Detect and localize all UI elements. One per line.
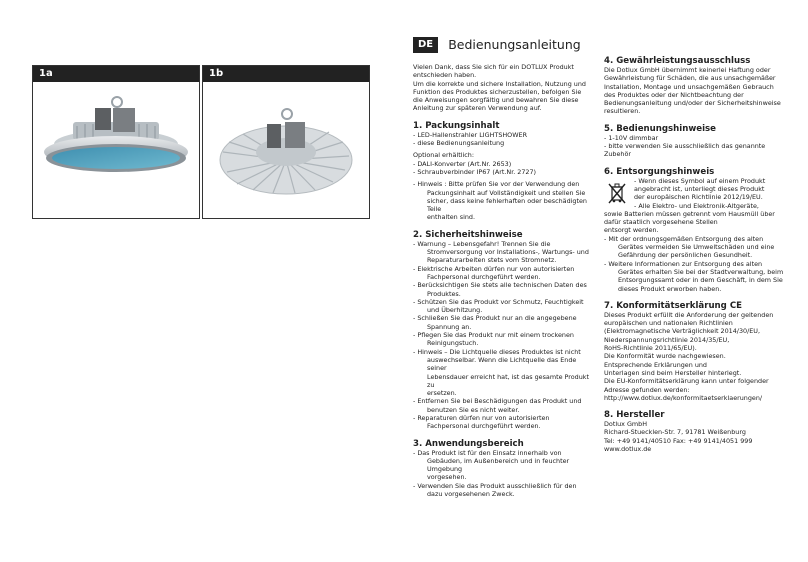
text-line: RoHS-Richtlinie 2011/65/EU). bbox=[604, 344, 697, 353]
manufacturer-website: www.dotlux.de bbox=[604, 444, 652, 453]
lamp-top-view-icon bbox=[203, 82, 369, 218]
list-line: - Schließen Sie das Produkt nur an die angegebene bbox=[413, 314, 577, 323]
list-line: Stromversorgung vor Installations-, Wartungs- und bbox=[427, 248, 589, 257]
conformity-url: http://www.dotlux.de/konformitaetserklaerungen/ bbox=[604, 393, 763, 402]
figure-1a bbox=[32, 65, 200, 219]
intro-line: Vielen Dank, dass Sie sich für ein DOTLUX Produkt bbox=[413, 63, 574, 71]
list-line: Reinigungstuch. bbox=[427, 339, 479, 348]
intro-line: Um die korrekte und sichere Installation, Nutzung und bbox=[413, 79, 586, 88]
list-line: Gerätes erhalten Sie bei der Stadtverwaltung, beim bbox=[618, 267, 784, 276]
text-line: Adresse gefunden werden: bbox=[604, 385, 690, 394]
list-item bbox=[413, 298, 591, 315]
list-item bbox=[413, 314, 591, 331]
list-item bbox=[413, 414, 591, 431]
list-item bbox=[413, 482, 591, 499]
list-line: ersetzen. bbox=[427, 389, 457, 398]
list-line: - Das Produkt ist für den Einsatz innerhalb von bbox=[413, 448, 562, 457]
list-line: Gebäuden, im Außenbereich und in feuchter Umgebung bbox=[427, 456, 570, 474]
note-line: enthalten sind. bbox=[427, 213, 475, 222]
text-line: Installation, Montage und unsachgemäßen Gebrauch bbox=[604, 82, 774, 91]
list-item bbox=[604, 235, 794, 260]
list-line: - Elektrische Arbeiten dürfen nur von autorisierten bbox=[413, 264, 575, 273]
list-line: Reparaturarbeiten stets vom Stromnetz. bbox=[427, 256, 557, 265]
section-heading: 4. Gewährleistungsausschluss bbox=[604, 56, 751, 66]
list-line: - Schützen Sie das Produkt vor Schmutz, Feuchtigkeit bbox=[413, 297, 584, 306]
section-heading: 1. Packungsinhalt bbox=[413, 120, 500, 131]
section-heading: 8. Hersteller bbox=[604, 410, 665, 421]
note-line: Packungsinhalt auf Vollständigkeit und stellen Sie bbox=[427, 188, 586, 197]
text-line: angebracht ist, unterliegt dieses Produkt bbox=[634, 184, 765, 193]
list-item: - LED-Hallenstrahler LIGHTSHOWER bbox=[413, 130, 528, 139]
manufacturer-address: Richard-Stuecklen-Str. 7, 91781 Weißenburg bbox=[604, 428, 746, 437]
text-line: Gewährleistung für Schäden, die aus unsachgemäßer bbox=[604, 74, 776, 83]
list-item bbox=[413, 449, 591, 482]
text-line: Die Dotlux GmbH übernimmt keinerlei Haftung oder bbox=[604, 66, 771, 74]
list-item: - Schraubverbinder IP67 (Art.Nr. 2727) bbox=[413, 167, 537, 176]
list-item: - diese Bedienungsanleitung bbox=[413, 139, 505, 148]
text-line: - Alle Elektro- und Elektronik-Altgeräte, bbox=[634, 201, 759, 210]
list-line: - Weitere Informationen zur Entsorgung des alten bbox=[604, 259, 763, 268]
list-line: Fachpersonal durchgeführt werden. bbox=[427, 422, 541, 431]
list-line: Produktes. bbox=[427, 289, 461, 298]
text-line: entsorgt werden. bbox=[604, 226, 659, 235]
list-line: Entsorgungssamt oder in dem Geschäft, in dem Sie bbox=[618, 276, 783, 285]
list-line: dieses Produkt erworben haben. bbox=[618, 284, 722, 293]
list-item bbox=[413, 281, 591, 298]
language-header bbox=[413, 37, 581, 53]
list-item: - DALI-Konverter (Art.Nr. 2653) bbox=[413, 159, 512, 168]
text-line: Die Konformität wurde nachgewiesen. bbox=[604, 352, 726, 361]
list-line: Lebensdauer erreicht hat, ist das gesamte Produkt zu bbox=[427, 372, 589, 389]
note-line: sicher, dass keine fehlerhaften oder beschädigten Teile bbox=[427, 196, 587, 214]
language-badge: DE bbox=[413, 37, 438, 53]
list-line: - Warnung – Lebensgefahr! Trennen Sie die bbox=[413, 239, 551, 248]
note-line: - Hinweis : Bitte prüfen Sie vor der Verwendung den bbox=[413, 180, 580, 189]
list-line: Gefährdung der persönlichen Gesundheit. bbox=[618, 251, 753, 260]
list-line: benutzen Sie es nicht weiter. bbox=[427, 405, 520, 414]
list-item bbox=[413, 348, 591, 398]
manufacturer-phone: Tel: +49 9141/40510 Fax: +49 9141/4051 999 bbox=[604, 436, 753, 445]
manufacturer-name: Dotlux GmbH bbox=[604, 420, 648, 429]
text-line: europäischen und nationalen Richtlinien bbox=[604, 319, 733, 328]
optional-label: Optional erhältlich: bbox=[413, 151, 475, 160]
list-line: - Hinweis – Die Lichtquelle dieses Produktes ist nicht bbox=[413, 347, 581, 356]
list-item bbox=[604, 260, 794, 293]
intro-line: entschieden haben. bbox=[413, 71, 477, 80]
column-middle bbox=[413, 63, 591, 498]
text-line: (Elektromagnetische Verträglichkeit 2014/30/EU, bbox=[604, 327, 760, 336]
section-heading: 6. Entsorgungshinweis bbox=[604, 166, 715, 177]
list-item bbox=[413, 397, 591, 414]
list-line: auswechselbar. Wenn die Lichtquelle das Ende seiner bbox=[427, 355, 577, 373]
list-line: - Berücksichtigen Sie stets alle technischen Daten des bbox=[413, 281, 587, 290]
list-line: - Pflegen Sie das Produkt nur mit einem trockenen bbox=[413, 331, 574, 340]
text-line: - Wenn dieses Symbol auf einem Produkt bbox=[634, 176, 766, 185]
section-heading: 3. Anwendungsbereich bbox=[413, 438, 524, 449]
text-line: Bedienungsanleitung und/oder der Sicherheitshinweise bbox=[604, 99, 781, 108]
list-item bbox=[413, 265, 591, 282]
list-line: Gerätes vermeiden Sie Umweltschäden und eine bbox=[618, 243, 775, 252]
list-item bbox=[413, 240, 591, 265]
text-line: sowie Batterien müssen getrennt vom Hausmüll über bbox=[604, 209, 775, 218]
text-line: der europäischen Richtlinie 2012/19/EU. bbox=[634, 193, 763, 202]
text-line: Entsprechende Erklärungen und bbox=[604, 360, 707, 369]
list-line: - Mit der ordnungsgemäßen Entsorgung des alten bbox=[604, 234, 764, 243]
section-heading: 7. Konformitätserklärung CE bbox=[604, 300, 742, 311]
text-line: Dieses Produkt erfüllt die Anforderung der geltenden bbox=[604, 310, 774, 319]
column-right bbox=[604, 56, 794, 453]
figure-label: 1a bbox=[33, 66, 199, 82]
disposal-block bbox=[604, 177, 794, 210]
text-line: des Produktes oder der Nichtbeachtung der bbox=[604, 90, 744, 99]
intro-line: die Anweisungen sorgfältig und bewahren Sie diese bbox=[413, 96, 579, 105]
list-line: - Verwenden Sie das Produkt ausschließlich für den bbox=[413, 481, 577, 490]
list-line: und Überhitzung. bbox=[427, 306, 483, 315]
list-line: - Reparaturen dürfen nur von autorisierten bbox=[413, 413, 550, 422]
page-title: Bedienungsanleitung bbox=[448, 37, 581, 52]
section-heading: 2. Sicherheitshinweise bbox=[413, 229, 523, 240]
list-item: - 1-10V dimmbar bbox=[604, 133, 659, 142]
text-line: Unterlagen sind beim Hersteller hinterlegt. bbox=[604, 368, 742, 377]
section-heading: 5. Bedienungshinweise bbox=[604, 123, 716, 134]
lamp-side-view-icon bbox=[33, 82, 199, 218]
crossed-out-bin-icon bbox=[607, 181, 627, 205]
list-line: Fachpersonal durchgeführt werden. bbox=[427, 272, 541, 281]
text-line: Die EU-Konformitätserklärung kann unter folgender bbox=[604, 377, 769, 386]
list-line: - Entfernen Sie bei Beschädigungen das Produkt und bbox=[413, 397, 582, 406]
intro-line: Anleitung zur späteren Verwendung auf. bbox=[413, 104, 542, 113]
list-item bbox=[413, 331, 591, 348]
text-line: Niederspannungsrichtlinie 2014/35/EU, bbox=[604, 335, 730, 344]
text-line: resultieren. bbox=[604, 107, 641, 116]
list-item: - bitte verwenden Sie ausschließlich das genannte Zubehör bbox=[604, 142, 766, 159]
figure-1b bbox=[202, 65, 370, 219]
list-line: dazu vorgesehenen Zweck. bbox=[427, 490, 515, 499]
figure-label: 1b bbox=[203, 66, 369, 82]
text-line: dafür staatlich vorgesehene Stellen bbox=[604, 218, 718, 227]
intro-line: Funktion des Produktes sicherzustellen, befolgen Sie bbox=[413, 87, 582, 96]
intro-text bbox=[413, 63, 591, 113]
list-line: Spannung an. bbox=[427, 322, 472, 331]
list-line: vorgesehen. bbox=[427, 473, 467, 482]
